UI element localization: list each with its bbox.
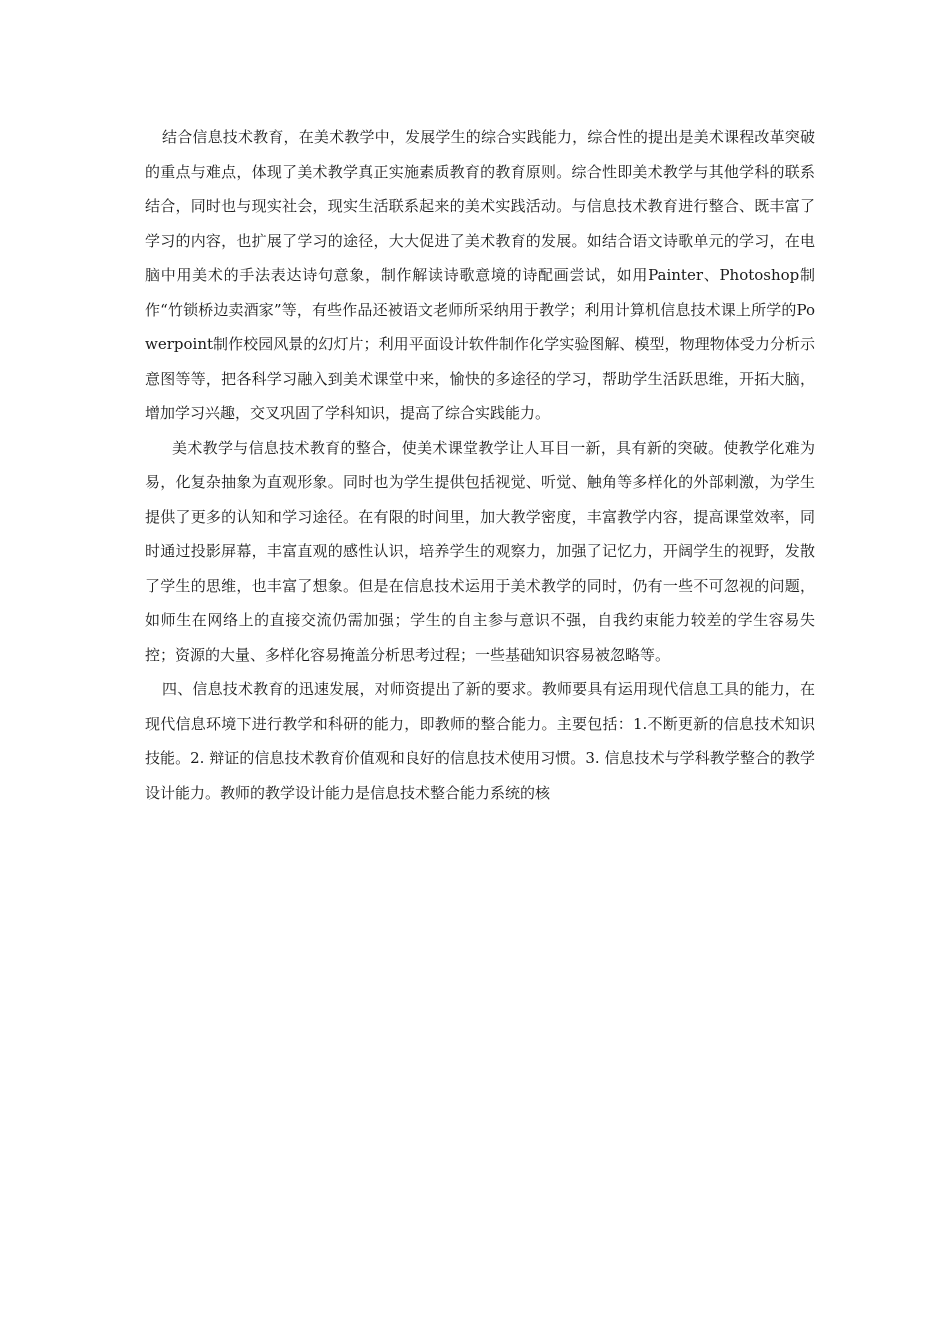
paragraph-teacher-requirements: 四、信息技术教育的迅速发展，对师资提出了新的要求。教师要具有运用现代信息工具的能力，在现代信息环境下进行教学和科研的能力，即教师的整合能力。主要包括：1.不断更新的信息技术知识技能。2. 辩证的信息技术教育价值观和良好的信息技术使用习惯。3. 信息技术与学科教学整合的教学设计能力。教师的教学设计能力是信息技术整合能力系统的核 [145,680,815,802]
paragraph-classroom-integration: 美术教学与信息技术教育的整合，使美术课堂教学让人耳目一新，具有新的突破。使教学化难为易，化复杂抽象为直观形象。同时也为学生提供包括视觉、听觉、触角等多样化的外部刺激，为学生提供了更多的认知和学习途径。在有限的时间里，加大教学密度，丰富教学内容，提高课堂效率，同时通过投影屏幕，丰富直观的感性认识，培养学生的观察力，加强了记忆力，开阔学生的视野，发散了学生的思维，也丰富了想象。但是在信息技术运用于美术教学的同时，仍有一些不可忽视的问题，如师生在网络上的直接交流仍需加强；学生的自主参与意识不强，自我约束能力较差的学生容易失控；资源的大量、多样化容易掩盖分析思考过程；一些基础知识容易被忽略等。 [145,438,815,664]
paragraph-integrated-practice: 结合信息技术教育，在美术教学中，发展学生的综合实践能力，综合性的提出是美术课程改革突破的重点与难点，体现了美术教学真正实施素质教育的教育原则。综合性即美术教学与其他学科的联系结合，同时也与现实社会，现实生活联系起来的美术实践活动。与信息技术教育进行整合、既丰富了学习的内容，也扩展了学习的途径，大大促进了美术教育的发展。如结合语文诗歌单元的学习，在电脑中用美术的手法表达诗句意象，制作解读诗歌意境的诗配画尝试，如用Painter、Photoshop制作“竹锁桥边卖酒家”等，有些作品还被语文老师所采纳用于教学；利用计算机信息技术课上所学的Powerpoint制作校园风景的幻灯片；利用平面设计软件制作化学实验图解、模型，物理物体受力分析示意图等等，把各科学习融入到美术课堂中来，愉快的多途径的学习，帮助学生活跃思维，开拓大脑，增加学习兴趣，交叉巩固了学科知识，提高了综合实践能力。 [145,128,815,422]
document-body [145,120,815,810]
